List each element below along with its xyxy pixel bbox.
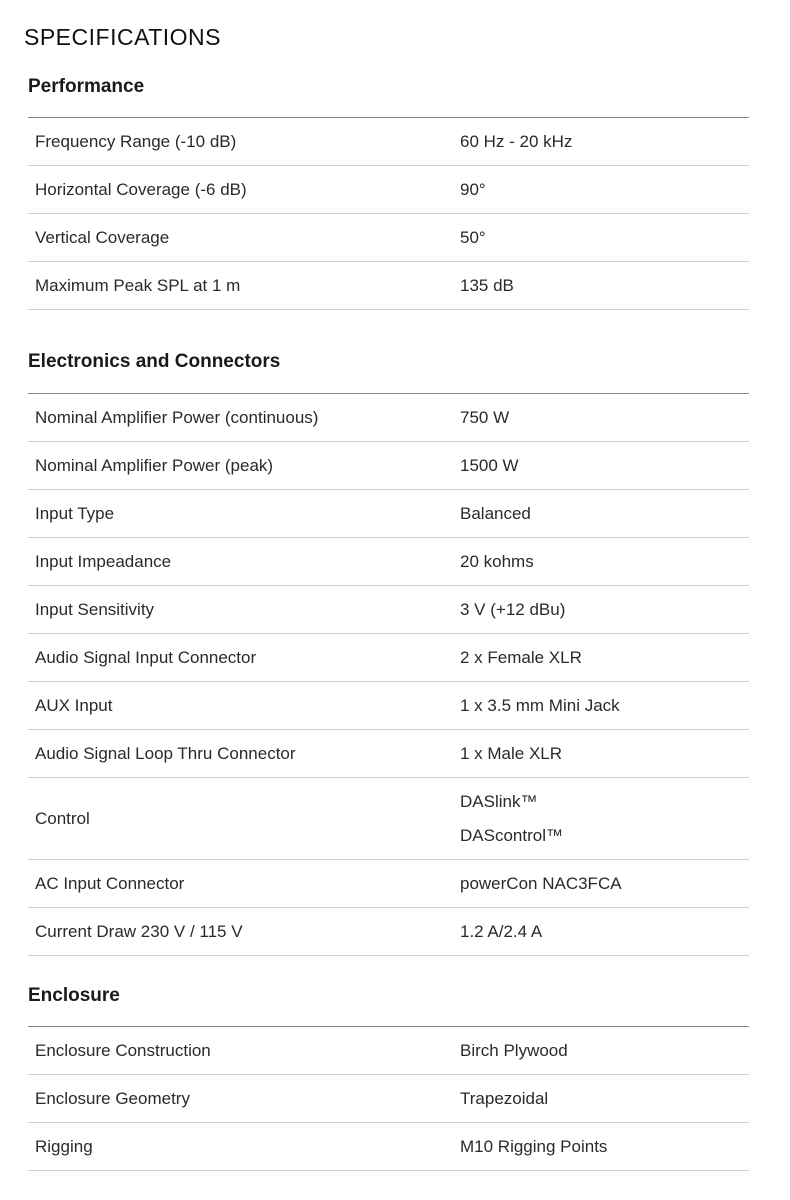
spec-value: powerCon NAC3FCA	[460, 873, 622, 893]
section-title: Electronics and Connectors	[28, 351, 281, 372]
spec-value: 1500 W	[460, 455, 519, 475]
table-row	[28, 214, 749, 262]
spec-label: Vertical Coverage	[35, 227, 170, 247]
table-row	[28, 778, 749, 860]
table-row	[28, 490, 749, 538]
spec-label: Nominal Amplifier Power (peak)	[35, 455, 274, 475]
table-row	[28, 1123, 749, 1171]
spec-value: Trapezoidal	[460, 1088, 549, 1108]
section-electronics-connectors	[28, 347, 749, 956]
table-row	[28, 634, 749, 682]
spec-label: Audio Signal Loop Thru Connector	[35, 743, 296, 763]
table-row	[28, 538, 749, 586]
page-title: SPECIFICATIONS	[24, 24, 221, 50]
spec-value: 750 W	[460, 407, 510, 427]
spec-value: Birch Plywood	[460, 1040, 568, 1060]
spec-value: 2 x Female XLR	[460, 647, 582, 667]
table-row	[28, 394, 749, 442]
spec-value-group	[460, 785, 749, 853]
table-row	[28, 166, 749, 214]
spec-value: Balanced	[460, 503, 531, 523]
spec-value: 1 x 3.5 mm Mini Jack	[460, 695, 620, 715]
table-row	[28, 442, 749, 490]
spec-table-enclosure	[28, 1026, 749, 1171]
section-title: Enclosure	[28, 985, 120, 1006]
spec-label: Control	[35, 808, 90, 828]
spec-label: Rigging	[35, 1136, 93, 1156]
spec-label: Input Type	[35, 503, 115, 523]
spec-label: Enclosure Construction	[35, 1040, 211, 1060]
spec-label: Current Draw 230 V / 115 V	[35, 921, 243, 941]
spec-label: Nominal Amplifier Power (continuous)	[35, 407, 319, 427]
table-row	[28, 908, 749, 956]
spec-value: 1.2 A/2.4 A	[460, 921, 543, 941]
spec-value: 20 kohms	[460, 551, 534, 571]
spec-value: 3 V (+12 dBu)	[460, 599, 566, 619]
spec-label: Maximum Peak SPL at 1 m	[35, 275, 241, 295]
spec-label: AUX Input	[35, 695, 113, 715]
spec-table-electronics	[28, 393, 749, 956]
spec-value: 135 dB	[460, 275, 514, 295]
spec-label: Input Sensitivity	[35, 599, 155, 619]
table-row	[28, 262, 749, 310]
spec-value: 1 x Male XLR	[460, 743, 563, 763]
spec-label: Enclosure Geometry	[35, 1088, 190, 1108]
spec-label: Audio Signal Input Connector	[35, 647, 257, 667]
table-row	[28, 1027, 749, 1075]
table-row	[28, 1075, 749, 1123]
section-title: Performance	[28, 76, 145, 97]
spec-value: DAScontrol™	[460, 825, 563, 845]
table-row	[28, 118, 749, 166]
spec-label: Input Impeadance	[35, 551, 172, 571]
spec-label: Horizontal Coverage (-6 dB)	[35, 179, 247, 199]
spec-label: AC Input Connector	[35, 873, 185, 893]
spec-table-performance	[28, 117, 749, 310]
spec-value: DASlink™	[460, 791, 538, 811]
table-row	[28, 860, 749, 908]
spec-value: M10 Rigging Points	[460, 1136, 608, 1156]
table-row	[28, 730, 749, 778]
spec-value: 60 Hz - 20 kHz	[460, 131, 573, 151]
table-row	[28, 682, 749, 730]
spec-value: 90°	[460, 179, 486, 199]
section-performance	[28, 72, 749, 310]
section-enclosure	[28, 981, 749, 1171]
spec-value: 50°	[460, 227, 486, 247]
table-row	[28, 586, 749, 634]
spec-label: Frequency Range (-10 dB)	[35, 131, 237, 151]
